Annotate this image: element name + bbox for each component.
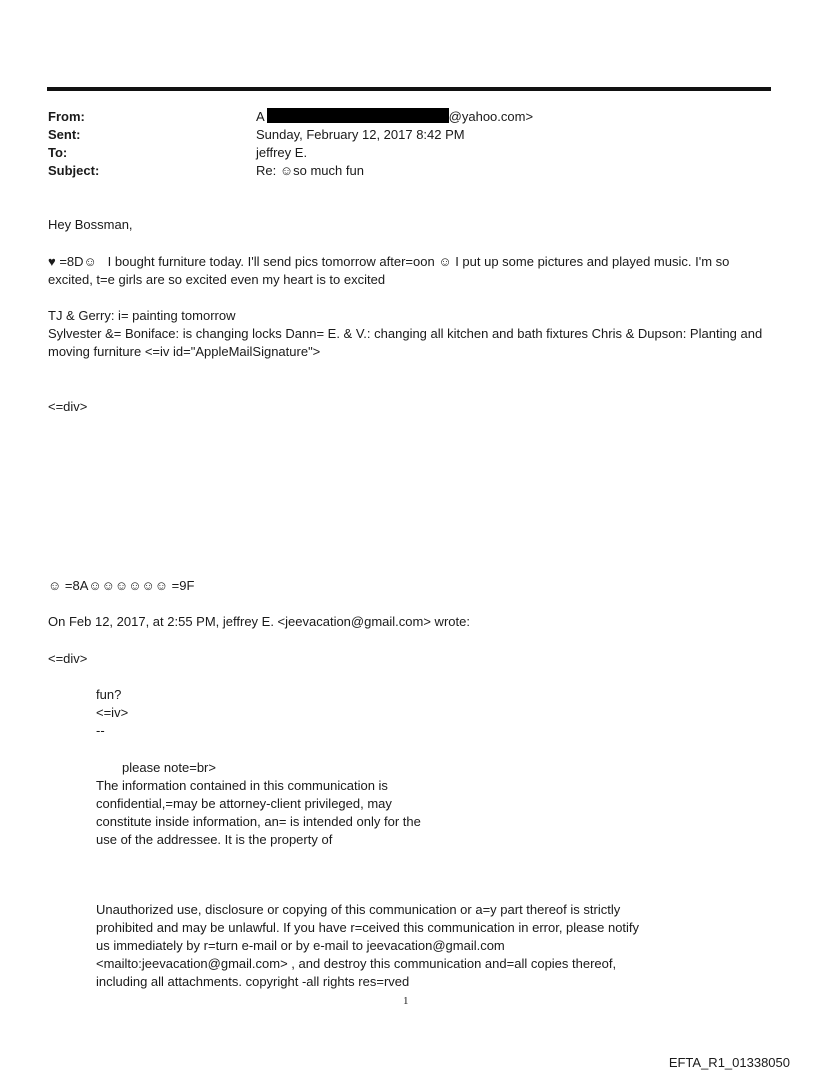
- disclaimer-paragraph-1: The information contained in this communication is confidential,=may be attorney-client privileged, may constitute inside information, an= is intended only for the use of the addressee. It is the property of: [96, 778, 425, 847]
- bates-number: EFTA_R1_01338050: [668, 1055, 790, 1070]
- please-note-line: please note=br>: [122, 760, 216, 775]
- header-rule: [47, 87, 771, 91]
- greeting: Hey Bossman,: [48, 217, 133, 232]
- quote-header: On Feb 12, 2017, at 2:55 PM, jeffrey E. <jeevacation@gmail.com> wrote:: [48, 614, 470, 629]
- signature-separator: --: [96, 723, 105, 738]
- crew-line-1: TJ & Gerry: i= painting tomorrow: [48, 308, 236, 323]
- to-row: [48, 144, 308, 162]
- to-label: To:: [48, 145, 68, 160]
- div-tag-2: <=div>: [48, 651, 88, 666]
- quoted-line-fun: fun?: [96, 687, 122, 702]
- quoted-line-iv: <=iv>: [96, 705, 129, 720]
- sent-label: Sent:: [48, 127, 81, 142]
- crew-line-2: Sylvester &= Boniface: is changing locks Dann= E. & V.: changing all kitchen and bath fixtures Chris & Dupson: Planting and moving furniture <=iv id="AppleMailSignature">: [48, 326, 766, 359]
- sent-row: [48, 126, 465, 144]
- smiley-line: ☺ =8A☺☺☺☺☺☺ =9F: [48, 578, 195, 593]
- subject-row: [48, 162, 364, 180]
- to-value: jeffrey E.: [256, 145, 308, 160]
- disclaimer-paragraph-2: [96, 865, 736, 1009]
- subject-label: Subject:: [48, 163, 100, 178]
- div-tag-1: <=div>: [48, 399, 88, 414]
- from-row: [48, 108, 534, 126]
- message-paragraph: ♥ =8D☺ I bought furniture today. I'll send pics tomorrow after=oon ☺ I put up some pictures and played music. I'm so excited, t=e girls are so excited even my heart is to excited: [48, 254, 733, 287]
- disclaimer-paragraph-2-text: Unauthorized use, disclosure or copying of this communication or a=y part thereof is strictly prohibited and may be unlawful. If you have r=ceived this communication in error, please notify us immediately by r=turn e-mail or by e-mail to jeevacation@gmail.com <mailto:jeevacation@gmail.com> , and destroy this communication and=all copies thereof, including all attachments. copyright -all rights res=rved: [96, 902, 643, 989]
- from-label: From:: [48, 109, 85, 124]
- page-number: 1: [403, 995, 409, 1007]
- from-value: A @yahoo.com>: [256, 109, 534, 124]
- sent-value: Sunday, February 12, 2017 8:42 PM: [256, 127, 465, 142]
- redaction-bar: [267, 108, 449, 123]
- subject-value: Re: ☺so much fun: [256, 163, 364, 178]
